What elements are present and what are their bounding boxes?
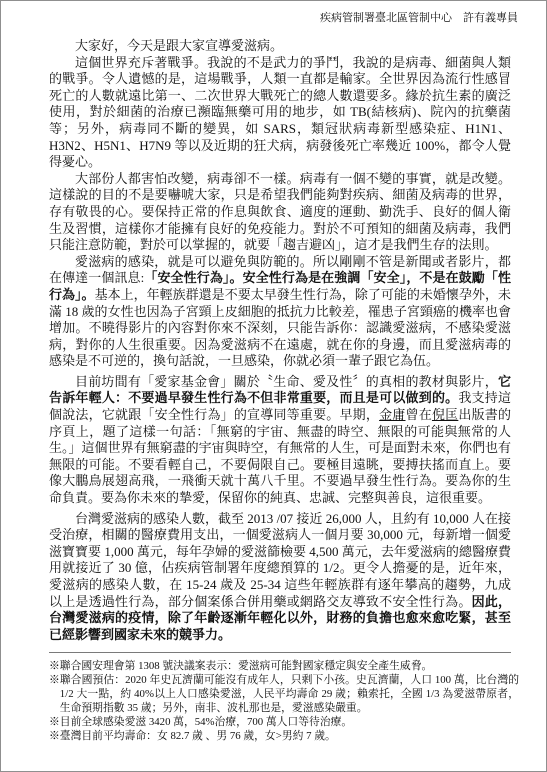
paragraph-text: 台灣愛滋病的感染人數，截至 2013 /07 接近 26,000 人，且約有 10,000 人在接受治療，相關的醫療費用支出，一個愛滋病人一個月要 30,000 元，每新增一個愛滋寶寶要 1,000 萬元，每年孕婦的愛滋篩檢要 4,500 萬元，去年愛滋病的總醫療費用就接近了 30 億，佔疾病管制署年度總預算的 1/2。更令人擔憂的是，近年來，愛滋病的感染人數，在 15-24 歲及 25-34 這些年輕族群有逐年攀高的趨勢，九成以上是透過性行為，部分個案係合併用藥或網路交友導致不安全性行為。 [49, 510, 511, 609]
header-organization: 疾病管制署臺北區管制中心 [320, 12, 452, 24]
footnote-un-resolution: ※聯合國安理會第 1308 號決議案表示：愛滋病可能對國家穩定與安全產生威脅。 [49, 660, 433, 673]
header-author: 許有義專員 [463, 12, 518, 24]
paragraph-safe-sex [49, 254, 511, 370]
paragraph-taiwan-statistics [49, 511, 511, 644]
paragraph-text: 大家好，今天是跟大家宣導愛滋病。 [75, 38, 284, 53]
underlined-name: 倪匡 [431, 407, 459, 423]
paragraph-text: 這個世界充斥著戰爭。我說的不是武力的爭鬥，我說的是病毒、細菌與人類的戰爭。令人遺憾的是，這場戰爭，人類一直都是輸家。全世界因為流行性感冒死亡的人數就遠比第一、二次世界大戰死亡的總人數還要多。緣於抗生素的廣泛使用，對於細菌的治療已瀕臨無藥可用的地步，如 TB(結核病)、院內的抗藥菌等；另外，病毒同不斷的變異，如 SARS，類冠狀病毒新型感染症、H1N1、H3N2、H5N1、H7N9 等以及近期的狂犬病，病發後死亡率幾近 100%，都令人覺得憂心。 [49, 54, 511, 170]
document-body [49, 38, 511, 643]
paragraph-text: 出版書的序頁上，題了這樣一句話：「無窮的宇宙、無盡的時空、無限的可能與無常的人生。」這個世界有無窮盡的宇宙與時空，有無常的人生，可是面對未來，你們也有無限的可能。不要看輕自己，不要侷限自己。要極目遠眺，要搏扶搖而直上。要像大鵬鳥展翅高飛，一飛衝天就十萬八千里。不要過早發生性行為。要為你的生命負責。要為你未來的摯愛，保留你的純真、忠誠、完整與善良，這很重要。 [49, 407, 511, 506]
paragraph-text: 我支持這個說法，它就跟「安全性行為」的宣導同等重要。早期， [49, 390, 511, 423]
underlined-name: 金庸 [379, 407, 406, 423]
emphasized-text: 因此，台灣愛滋病的疫情，除了年齡逐漸年輕化以外，財務的負擔也愈來愈吃緊，甚至已經影響到國家未來的競爭力。 [49, 593, 511, 642]
paragraph-disease-war [49, 55, 511, 171]
footnote-global-infections: ※目前全球感染愛滋 3420 萬，54%治療，700 萬人口等待治療。 [49, 716, 353, 729]
footnotes [49, 659, 519, 743]
paragraph-greeting [49, 38, 511, 55]
paragraph-change [49, 171, 511, 254]
paragraph-text: 基本上，年輕族群還是不要太早發生性行為，除了可能的未婚懷孕外，未滿 18 歲的女性也因為子宮頸上皮細胞的抵抗力比較差，罹患子宮頸癌的機率也會增加。不曉得影片的內容對你來不深刻，只能告訴你：認識愛滋病，不感染愛滋病，對你的人生很重要。因為愛滋病不在遠處，就在你的身邊，而且愛滋病毒的感染是不可逆的，換句話說，一旦感染，你就必須一輩子跟它為伍。 [49, 286, 511, 369]
paragraph-text: 大部份人都害怕改變，病毒卻不一樣。病毒有一個不變的事實，就是改變。這樣說的目的不是要嚇唬大家，只是希望我們能夠對疾病、細菌及病毒的世界，存有敬畏的心。要保持正常的作息與飲食、適度的運動、勤洗手、良好的個人衛生及習慣，這樣你才能擁有良好的免疫能力。對於不可預知的細菌及病毒，我們只能注意防範，對於可以掌握的，就要「趨吉避凶」，這才是我們生存的法則。 [49, 170, 511, 253]
emphasized-text: 它告訴年輕人：不要過早發生性行為不但非常重要，而且是可以做到的。 [49, 373, 511, 406]
footnote-un-forecast: ※聯合國預估：2020 年史瓦濟蘭可能沒有成年人，只剩下小孩。史瓦濟蘭，人口 100 萬，比台灣的 1/2 大一點，約 40%以上人口感染愛滋，人民平均壽命 29 歲；賴索托，全國 1/3 為愛滋帶原者，生命預期指數 35 歲；另外，南非、波札那也是，愛滋感染嚴重。 [49, 674, 519, 715]
paragraph-text: 曾在 [405, 407, 432, 423]
notes-divider [49, 652, 511, 653]
document-content [49, 38, 519, 743]
paragraph-abstinence [49, 374, 511, 507]
emphasized-text: 「安全性行為」。安全性行為是在強調「安全」，不是在鼓勵「性行為」。 [49, 270, 511, 302]
paragraph-text: 愛滋病的感染，就是可以避免與防範的。所以剛剛不管是新聞或者影片，都在傳達一個訊息: [49, 253, 511, 286]
page-header [320, 11, 518, 25]
paragraph-text: 目前坊間有「愛家基金會」關於〝生命、愛及性〞的真相的教材與影片， [75, 373, 498, 389]
footnote-taiwan-life-expectancy: ※臺灣目前平均壽命：女 82.7 歲 、男 76 歲，女>男約 7 歲。 [49, 730, 336, 743]
